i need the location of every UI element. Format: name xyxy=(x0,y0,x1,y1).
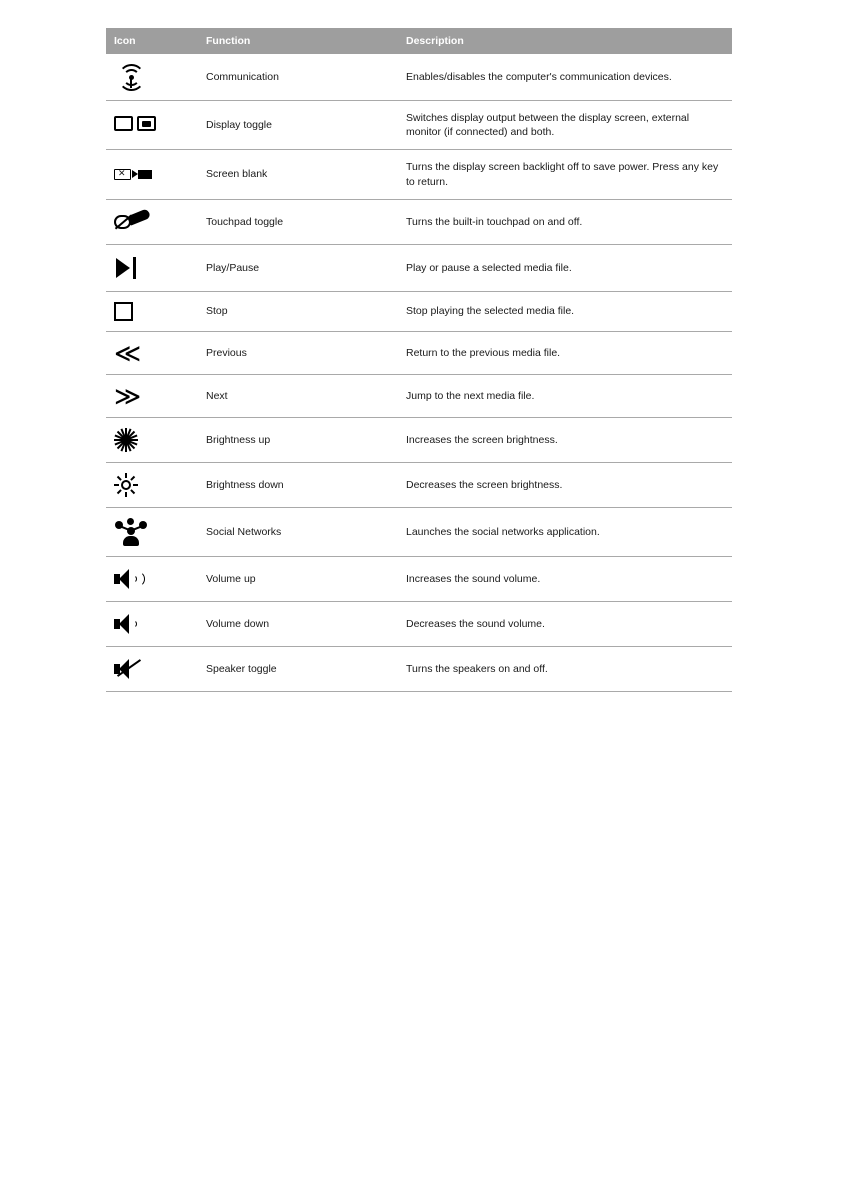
column-header-function: Function xyxy=(198,28,398,54)
play-pause-icon xyxy=(114,255,142,281)
description-cell: Turns the speakers on and off. xyxy=(398,646,732,691)
touchpad-toggle-icon xyxy=(114,210,154,234)
icon-cell xyxy=(106,244,198,291)
table-row xyxy=(106,556,732,601)
description-cell: Stop playing the selected media file. xyxy=(398,291,732,331)
icon-cell xyxy=(106,556,198,601)
description-cell: Turns the built-in touchpad on and off. xyxy=(398,199,732,244)
table-row xyxy=(106,101,732,150)
table-header xyxy=(106,28,732,54)
hotkeys-table xyxy=(106,28,732,692)
function-cell: Previous xyxy=(198,331,398,374)
next-icon: ≫ xyxy=(114,380,142,411)
icon-cell xyxy=(106,199,198,244)
function-cell: Play/Pause xyxy=(198,244,398,291)
function-cell: Touchpad toggle xyxy=(198,199,398,244)
stop-icon xyxy=(114,302,133,321)
function-cell: Communication xyxy=(198,54,398,101)
volume-down-icon xyxy=(114,612,148,636)
description-cell: Increases the sound volume. xyxy=(398,556,732,601)
previous-icon: ≪ xyxy=(114,337,142,368)
description-cell: Play or pause a selected media file. xyxy=(398,244,732,291)
table-row xyxy=(106,417,732,462)
display-toggle-icon xyxy=(114,116,158,134)
function-cell: Speaker toggle xyxy=(198,646,398,691)
volume-mute-icon xyxy=(114,657,148,681)
brightness-down-icon xyxy=(114,473,138,497)
function-cell: Social Networks xyxy=(198,507,398,556)
wireless-icon xyxy=(114,64,148,90)
icon-cell xyxy=(106,507,198,556)
backlight-off-icon xyxy=(114,167,158,183)
column-header-description: Description xyxy=(398,28,732,54)
description-cell: Launches the social networks application. xyxy=(398,507,732,556)
volume-up-icon xyxy=(114,567,148,591)
icon-cell xyxy=(106,331,198,374)
function-cell: Volume up xyxy=(198,556,398,601)
description-cell: Increases the screen brightness. xyxy=(398,417,732,462)
table-row xyxy=(106,462,732,507)
icon-cell xyxy=(106,150,198,199)
table-row xyxy=(106,150,732,199)
function-cell: Volume down xyxy=(198,601,398,646)
brightness-up-icon xyxy=(114,428,138,452)
icon-cell xyxy=(106,54,198,101)
icon-cell xyxy=(106,101,198,150)
function-cell: Screen blank xyxy=(198,150,398,199)
icon-cell xyxy=(106,417,198,462)
function-cell: Stop xyxy=(198,291,398,331)
description-cell: Enables/disables the computer's communication devices. xyxy=(398,54,732,101)
function-cell: Display toggle xyxy=(198,101,398,150)
icon-cell xyxy=(106,291,198,331)
description-cell: Decreases the sound volume. xyxy=(398,601,732,646)
icon-cell xyxy=(106,601,198,646)
icon-cell xyxy=(106,462,198,507)
table-row xyxy=(106,54,732,101)
table-row xyxy=(106,646,732,691)
function-cell: Brightness up xyxy=(198,417,398,462)
table-header-row xyxy=(106,28,732,54)
table-row xyxy=(106,507,732,556)
table-row xyxy=(106,374,732,417)
description-cell: Decreases the screen brightness. xyxy=(398,462,732,507)
icon-cell xyxy=(106,374,198,417)
description-cell: Jump to the next media file. xyxy=(398,374,732,417)
description-cell: Turns the display screen backlight off to save power. Press any key to return. xyxy=(398,150,732,199)
table-row xyxy=(106,291,732,331)
table-row xyxy=(106,601,732,646)
description-cell: Switches display output between the display screen, external monitor (if connected) and both. xyxy=(398,101,732,150)
table-body xyxy=(106,54,732,691)
column-header-icon: Icon xyxy=(106,28,198,54)
function-cell: Brightness down xyxy=(198,462,398,507)
icon-cell xyxy=(106,646,198,691)
description-cell: Return to the previous media file. xyxy=(398,331,732,374)
table-row xyxy=(106,199,732,244)
table-row xyxy=(106,331,732,374)
social-network-icon xyxy=(114,518,148,546)
table-row xyxy=(106,244,732,291)
function-cell: Next xyxy=(198,374,398,417)
